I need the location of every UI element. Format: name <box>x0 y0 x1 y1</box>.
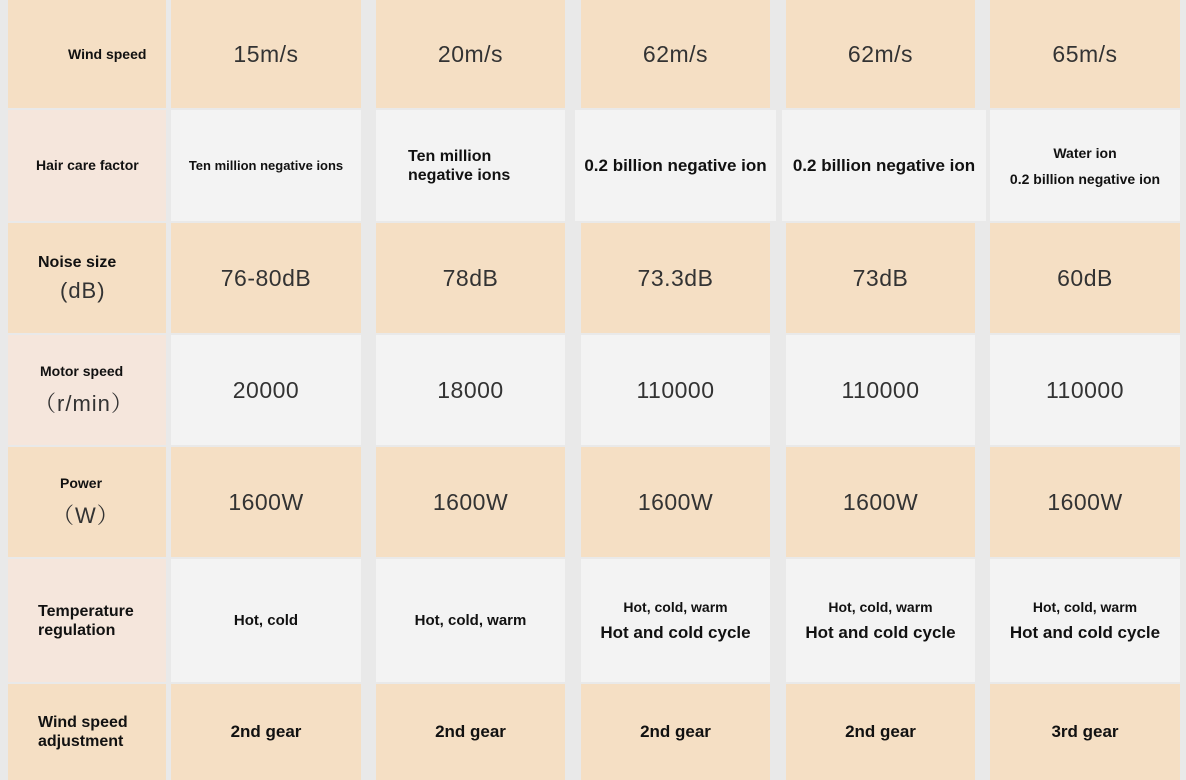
row-label-text: Wind speed adjustment <box>38 714 128 750</box>
cell-value: Ten million negative ions <box>408 147 511 184</box>
row-label-temperature-regulation <box>8 559 166 682</box>
table-cell <box>990 684 1180 780</box>
table-cell <box>171 559 361 682</box>
cell-value-line2: Hot and cold cycle <box>600 622 751 642</box>
cell-value-line1: Hot, cold, warm <box>623 598 728 615</box>
cell-value: 20m/s <box>437 40 504 67</box>
cell-value: Hot, cold, warm <box>414 612 527 629</box>
cell-value: 76-80dB <box>220 264 312 291</box>
table-cell <box>376 335 565 445</box>
cell-value: 62m/s <box>847 40 914 67</box>
cell-value: 2nd gear <box>640 722 711 741</box>
cell-value: 73dB <box>852 264 909 291</box>
cell-value: 110000 <box>636 376 715 403</box>
row-label-power <box>8 447 166 557</box>
row-label-text: Hair care factor <box>36 157 139 173</box>
cell-value: 1600W <box>432 488 509 515</box>
cell-value: 2nd gear <box>230 722 302 741</box>
cell-value: Ten million negative ions <box>188 158 344 173</box>
row-label-text: Motor speed <box>40 363 124 379</box>
table-cell <box>990 559 1180 682</box>
table-cell <box>581 447 770 557</box>
row-label-noise-size <box>8 223 166 333</box>
cell-value: 1600W <box>228 488 304 515</box>
cell-value: 62m/s <box>642 40 709 67</box>
cell-value-line2: Hot and cold cycle <box>1009 622 1161 642</box>
row-label-motor-speed <box>8 335 166 445</box>
cell-value: 60dB <box>1057 264 1113 291</box>
table-cell <box>990 0 1180 108</box>
cell-value: 20000 <box>232 376 300 403</box>
table-cell <box>786 0 975 108</box>
cell-value: Hot, cold <box>233 612 299 629</box>
table-cell <box>171 223 361 333</box>
table-cell <box>376 110 565 221</box>
row-label-wind-speed <box>8 0 166 108</box>
cell-value: 1600W <box>1047 488 1123 515</box>
table-cell <box>376 223 565 333</box>
row-label-text: Power <box>60 475 103 491</box>
table-cell <box>171 335 361 445</box>
table-cell <box>581 223 770 333</box>
cell-value: 73.3dB <box>637 264 714 291</box>
row-label-unit: （W） <box>52 503 120 528</box>
table-cell <box>990 110 1180 221</box>
row-label-unit: (dB) <box>60 277 106 303</box>
table-cell <box>990 223 1180 333</box>
table-cell <box>786 335 975 445</box>
table-cell <box>786 223 975 333</box>
cell-value-line2: Hot and cold cycle <box>805 622 956 642</box>
table-cell <box>171 0 361 108</box>
cell-value-line1: Water ion <box>1053 144 1117 161</box>
row-label-text: Temperature regulation <box>38 602 134 639</box>
row-label-text: Wind speed <box>68 45 147 62</box>
row-label-text: Noise size <box>38 253 117 271</box>
table-cell <box>581 684 770 780</box>
table-cell <box>786 559 975 682</box>
table-cell <box>376 447 565 557</box>
cell-value: 110000 <box>841 376 920 403</box>
cell-value: 2nd gear <box>845 722 916 741</box>
table-cell <box>575 110 776 221</box>
cell-value: 18000 <box>437 376 504 403</box>
table-cell <box>786 447 975 557</box>
table-cell <box>376 0 565 108</box>
cell-value: 2nd gear <box>435 722 506 741</box>
table-cell <box>782 110 986 221</box>
table-cell <box>990 447 1180 557</box>
cell-value-line1: Hot, cold, warm <box>1032 598 1138 615</box>
row-label-hair-care-factor <box>8 110 166 221</box>
table-cell <box>171 684 361 780</box>
table-cell <box>990 335 1180 445</box>
table-cell <box>581 559 770 682</box>
table-cell <box>581 335 770 445</box>
cell-value-line2: 0.2 billion negative ion <box>1009 170 1161 187</box>
cell-value: 78dB <box>442 264 499 291</box>
table-cell <box>376 684 565 780</box>
table-cell <box>581 0 770 108</box>
cell-value: 0.2 billion negative ion <box>584 155 767 175</box>
table-cell <box>171 447 361 557</box>
cell-value: 110000 <box>1045 376 1125 403</box>
cell-value-line1: Hot, cold, warm <box>828 598 933 615</box>
row-label-unit: （r/min） <box>34 391 134 416</box>
table-cell <box>376 559 565 682</box>
cell-value: 1600W <box>842 488 919 515</box>
cell-value: 15m/s <box>233 40 299 67</box>
cell-value: 65m/s <box>1052 40 1118 67</box>
table-cell <box>786 684 975 780</box>
cell-value: 0.2 billion negative ion <box>792 155 976 175</box>
row-label-wind-speed-adjustment <box>8 684 166 780</box>
cell-value: 3rd gear <box>1051 722 1119 741</box>
table-cell <box>171 110 361 221</box>
cell-value: 1600W <box>637 488 714 515</box>
